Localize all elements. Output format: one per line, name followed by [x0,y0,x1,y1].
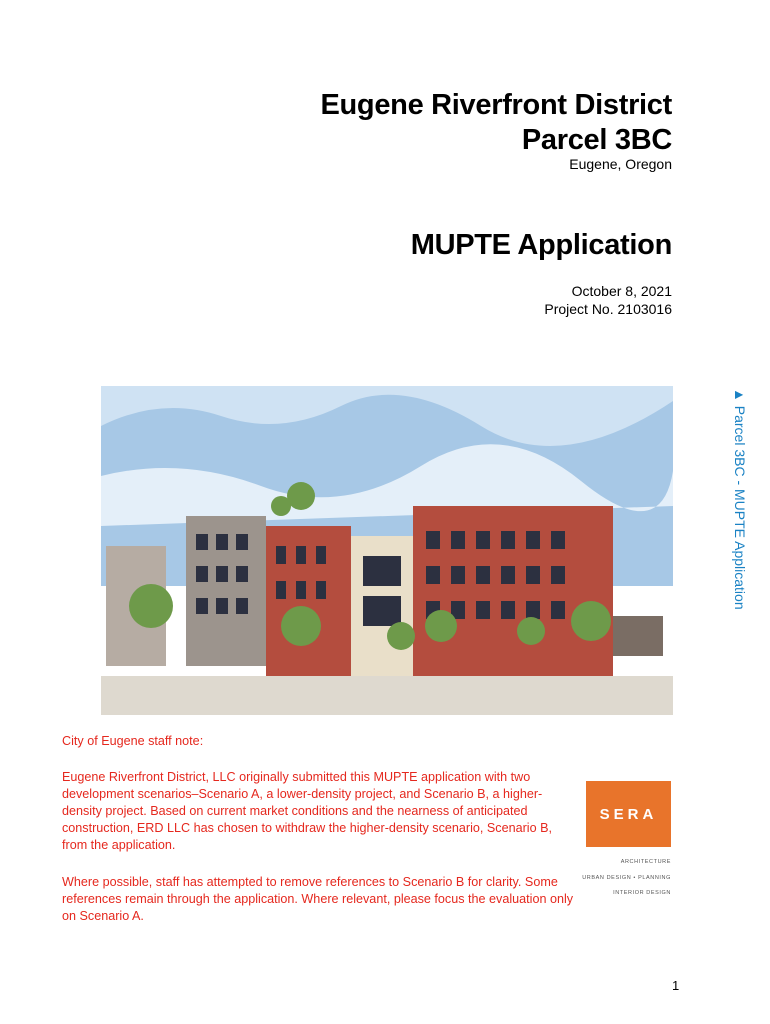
staff-note-paragraph: Eugene Riverfront District, LLC originally submitted this MUPTE application with two development scenarios–Scenario A, a lower-density project, and Scenario B, a higher-density project. Based on current market conditions and the nearness of anticipated construction, ERD LLC has chosen to withdraw the higher-density scenario, Scenario B, from the application. [62,770,553,852]
sera-logo: SERA [586,781,671,847]
document-title: Eugene Riverfront District [320,89,672,121]
logo-tagline: ARCHITECTURE [620,859,671,865]
building-rendering [101,386,673,715]
page-number: 1 [672,978,680,993]
logo-tagline: URBAN DESIGN • PLANNING [582,875,671,881]
staff-note-heading: City of Eugene staff note: [62,734,204,748]
building-rendering-illustration [101,386,673,715]
staff-note-paragraph: Where possible, staff has attempted to remove references to Scenario B for clarity. Some references remain through the application. Where relevant, please focus the evaluation only on Scenario A. [62,875,574,923]
document-date: October 8, 2021 [571,283,672,299]
location: Eugene, Oregon [569,156,672,172]
side-tab-label[interactable]: ▲ Parcel 3BC - MUPTE Application [732,388,748,610]
project-number: Project No. 2103016 [544,301,672,317]
application-title: MUPTE Application [410,229,672,261]
logo-tagline: INTERIOR DESIGN [613,890,671,896]
parcel-title: Parcel 3BC [521,124,672,156]
